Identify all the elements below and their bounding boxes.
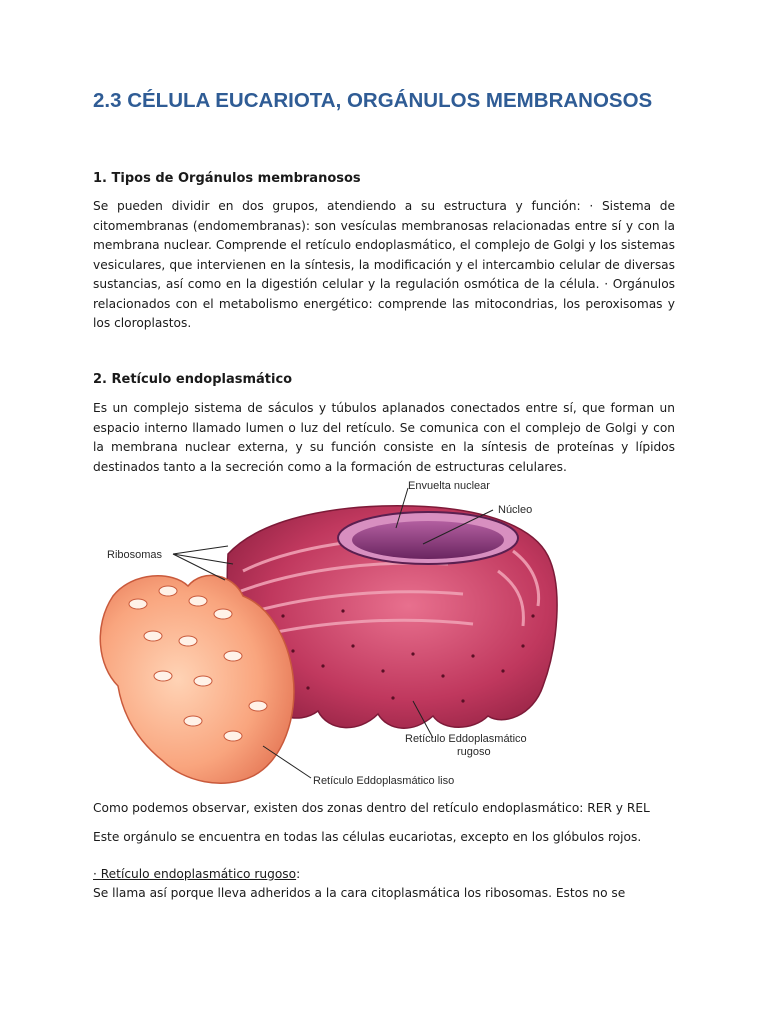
label-envelope: Envuelta nuclear — [408, 480, 490, 492]
paragraph-presence: Este orgánulo se encuentra en todas las células eucariotas, excepto en los glóbulos rojos. — [93, 830, 642, 844]
rer-heading-link: · Retículo endoplasmático rugoso — [93, 867, 297, 881]
label-smooth-er: Retículo Eddoplasmático liso — [313, 775, 455, 787]
paragraph-er: Es un complejo sistema de sáculos y túbulos aplanados conectados entre sí, que forman un espacio interno llamado lumen o luz del retículo. Se comunica con el complejo de Golgi y con la membrana nuclear externa, y su función consiste en la síntesis de proteínas y lípidos destinados tanto a la secreción como a la formación de estructuras celulares. — [93, 401, 675, 474]
rer-paragraph: Se llama así porque lleva adheridos a la cara citoplasmática los ribosomas. Estos no se — [93, 886, 626, 900]
label-ribosomes: Ribosomas — [107, 549, 163, 561]
paragraph-types: Se pueden dividir en dos grupos, atendiendo a su estructura y función: · Sistema de citomembranas (endomembranas): son vesículas membranosas relacionadas entre sí y con la membrana nuclear. Comprende el retículo endoplasmático, el complejo de Golgi y los sistemas vesiculares, que intervienen en la síntesis, la modificación y el intercambio celular de diversas sustancias, así como en la digestión celular y la regulación osmótica de la célula. · Orgánulos relacionados con el metabolismo energético: comprende las mitocondrias, los peroxisomas y los cloroplastos. — [93, 199, 675, 330]
er-illustration — [93, 476, 675, 796]
label-rough-er-2: rugoso — [457, 746, 491, 758]
label-nucleus: Núcleo — [498, 504, 533, 516]
section-heading-er: 2. Retículo endoplasmático — [93, 372, 293, 387]
rer-heading — [93, 865, 675, 885]
label-rough-er-1: Retículo Eddoplasmático — [405, 733, 527, 745]
rer-heading-colon: : — [296, 867, 301, 881]
paragraph-zones: Como podemos observar, existen dos zonas dentro del retículo endoplasmático: RER y REL — [93, 801, 650, 815]
page-title: 2.3 CÉLULA EUCARIOTA, ORGÁNULOS MEMBRANOSOS — [93, 89, 653, 112]
section-heading-types: 1. Tipos de Orgánulos membranosos — [93, 171, 361, 186]
